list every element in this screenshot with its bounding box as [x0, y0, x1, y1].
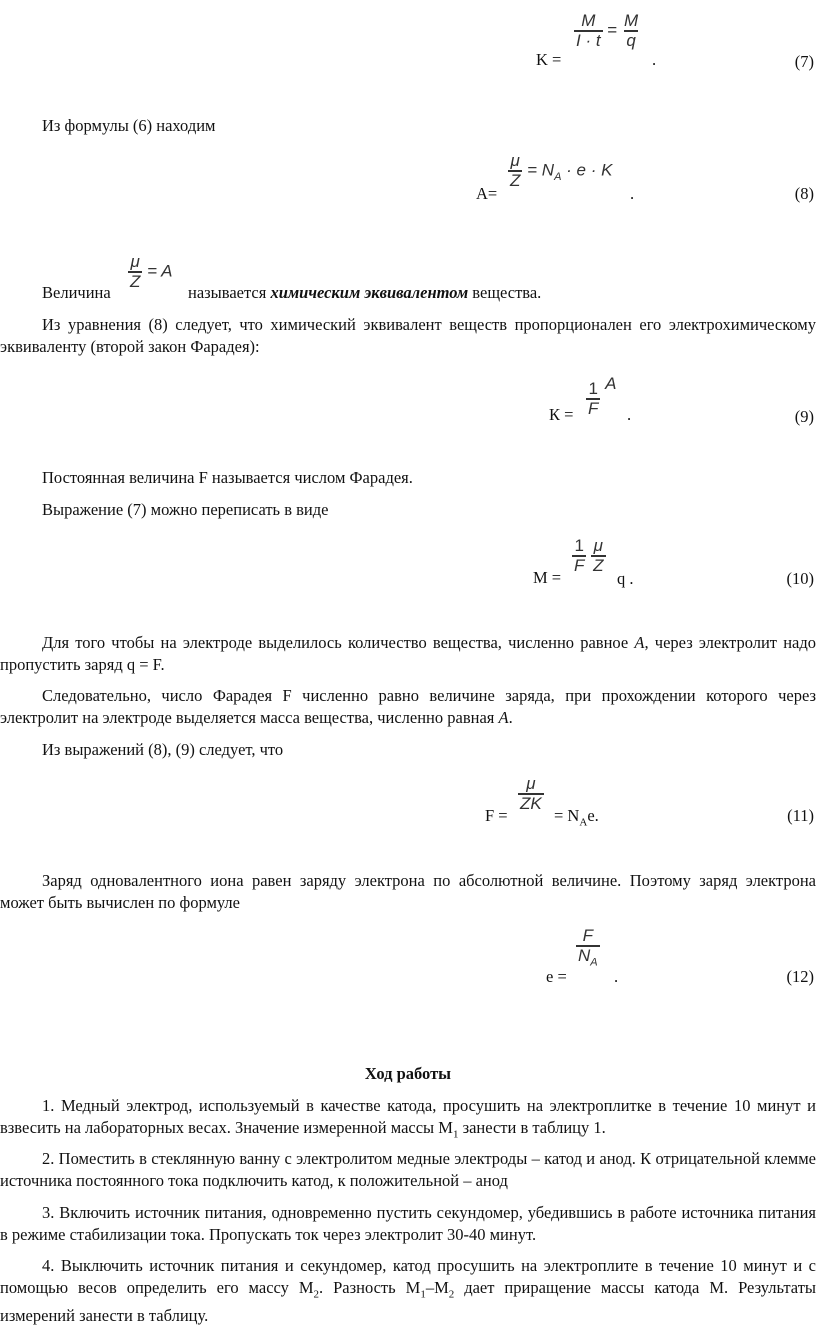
- step4-mid2: –M: [425, 1278, 449, 1297]
- eq9-formula-image: [586, 374, 616, 418]
- eq8-lhs: A=: [476, 184, 498, 203]
- p2-lead: Величина: [42, 283, 111, 302]
- paragraph-rewrite: Выражение (7) можно переписать в виде: [42, 500, 329, 519]
- eq7-frac1-num: M: [581, 11, 596, 30]
- p2-formula-image: [128, 253, 172, 291]
- eq10-tail: q .: [617, 569, 634, 588]
- eq7-frac1-den: I · t: [576, 31, 601, 50]
- eq10-fraction-1: [572, 537, 586, 575]
- p6-end: , через электролит надо пропустить заряд q = F.: [0, 633, 816, 674]
- step4-end: дает приращение массы катода M. Результаты измерений занести в таблицу.: [0, 1278, 816, 1326]
- eq11-number: (11): [787, 806, 814, 825]
- eq9-number: (9): [794, 407, 814, 426]
- eq7-fraction-2: [622, 12, 640, 50]
- eq7-formula-image: [574, 12, 640, 50]
- eq11-rhs-tail: e.: [587, 806, 599, 825]
- eq8-frac-num: μ: [510, 151, 520, 170]
- eq7-frac2-den: q: [626, 31, 636, 50]
- step-3: 3. Включить источник питания, одновременно пустить секундомер, убедившись в работе источника питания в режиме стабилизации тока. Пропускать ток через электролит 30-40 минут.: [0, 1203, 816, 1244]
- eq11-rhs: = N: [554, 806, 580, 825]
- eq10-lhs: М =: [533, 568, 562, 587]
- step1-end: занести в таблицу 1.: [458, 1118, 606, 1137]
- p7-end: .: [508, 708, 513, 727]
- p6-start: Для того чтобы на электроде выделилось количество вещества, численно равное: [42, 633, 629, 652]
- p2-frac-num: μ: [130, 252, 140, 271]
- eq7-fraction-1: [574, 12, 603, 50]
- eq12-formula-image: [576, 927, 600, 971]
- step4-start: 4. Выключить источник питания и секундомер, катод просушить на электроплите в течение 10 минут и с помощью весов определить его массу M: [0, 1256, 816, 1297]
- p2-fraction: [128, 253, 142, 291]
- eq10-frac2-den: Z: [593, 556, 604, 575]
- p7-start: Следовательно, число Фарадея F численно равно величине заряда, при прохождении которого через электролит на электроде выделяется масса вещества, численно равная: [0, 686, 816, 727]
- eq10-frac2-num: μ: [593, 536, 603, 555]
- eq7-frac2-num: M: [623, 11, 639, 30]
- paragraph-second-law: Из уравнения (8) следует, что химический эквивалент веществ пропорционален его электрохимическому эквиваленту (второй закон Фарадея):: [0, 315, 816, 356]
- paragraph-consequently: [0, 685, 816, 729]
- eq8-formula-image: [508, 152, 612, 190]
- step-4: [0, 1255, 816, 1327]
- p2-text-tail: [188, 283, 541, 303]
- paragraph-faraday-number: Постоянная величина F называется числом Фарадея.: [42, 468, 413, 487]
- eq9-frac-num: 1: [588, 378, 598, 398]
- eq12-dot: .: [614, 967, 619, 986]
- eq8-dot: .: [630, 184, 635, 203]
- eq11-formula-image: [518, 775, 544, 813]
- eq10-formula-image: [572, 537, 606, 575]
- eq7-lhs: K =: [536, 50, 562, 69]
- eq11-lhs: F =: [485, 806, 508, 825]
- eq12-frac-den-main: N: [578, 946, 591, 965]
- step1-sub: 1: [452, 1128, 459, 1141]
- eq8-rhs-tail: · e · K: [566, 160, 613, 180]
- section-heading: Ход работы: [364, 1064, 452, 1083]
- step4-sub: 2: [313, 1288, 320, 1301]
- eq11-fraction: [518, 775, 544, 813]
- eq12-frac-den: [576, 945, 600, 971]
- step4-sub2: 2: [448, 1288, 455, 1301]
- eq7-dot: .: [652, 50, 657, 69]
- paragraph-chemical-equivalent: [42, 283, 111, 303]
- step1-start: 1. Медный электрод, используемый в качестве катода, просушить на электроплитке в течение 10 минут и взвесить на лабораторных весах. Значение измеренной массы M: [0, 1096, 816, 1137]
- eq12-frac-num: F: [582, 926, 593, 945]
- step4-mid1: . Разность M: [319, 1278, 421, 1297]
- eq9-frac-den: F: [588, 398, 599, 418]
- eq8-number: (8): [794, 184, 814, 203]
- p2-term: химическим эквивалентом: [270, 283, 469, 302]
- p7-var: A: [498, 708, 509, 727]
- eq9-fraction: [586, 380, 600, 418]
- eq9-lhs: К =: [549, 405, 574, 424]
- paragraph-find: Из формулы (6) находим: [42, 116, 216, 135]
- eq7-number: (7): [794, 52, 814, 71]
- eq9-dot: .: [627, 405, 632, 424]
- eq8-rhs: = N: [527, 160, 555, 180]
- eq8-frac-den: Z: [510, 171, 521, 190]
- eq10-number: (10): [786, 569, 814, 588]
- p2-mid: называется: [188, 283, 267, 302]
- eq10-fraction-2: [591, 537, 605, 575]
- eq12-number: (12): [786, 967, 814, 986]
- eq12-fraction: [576, 927, 600, 971]
- eq10-frac1-num: 1: [574, 536, 584, 555]
- eq11-rhs-sub: A: [579, 816, 588, 829]
- eq7-equals: =: [607, 20, 618, 40]
- eq8-fraction: [508, 152, 522, 190]
- eq11-frac-den: ZK: [520, 794, 542, 813]
- p2-frac-den: Z: [130, 272, 141, 291]
- p6-var: A: [634, 633, 645, 652]
- paragraph-charge-q: [0, 632, 816, 676]
- eq11-rhs-wrap: [554, 806, 599, 828]
- step-2: 2. Поместить в стеклянную ванну с электролитом медные электроды – катод и анод. К отрицательной клемме источника постоянного тока подключить катод, к положительной – анод: [0, 1149, 816, 1190]
- p2-tail: вещества.: [472, 283, 542, 302]
- paragraph-electron-charge: Заряд одновалентного иона равен заряду электрона по абсолютной величине. Поэтому заряд электрона может быть вычислен по формуле: [0, 871, 816, 912]
- eq8-rhs-sub: A: [554, 170, 562, 183]
- eq12-frac-den-sub: A: [590, 956, 598, 969]
- p2-rhs: = A: [147, 261, 173, 281]
- eq9-rhs: A: [605, 374, 617, 393]
- eq12-lhs: e =: [546, 967, 567, 986]
- paragraph-from-expressions: Из выражений (8), (9) следует, что: [42, 740, 284, 759]
- step4-sub1: 1: [420, 1288, 426, 1301]
- eq11-frac-num: μ: [526, 774, 536, 793]
- eq10-frac1-den: F: [574, 556, 585, 575]
- step-1: [0, 1095, 816, 1145]
